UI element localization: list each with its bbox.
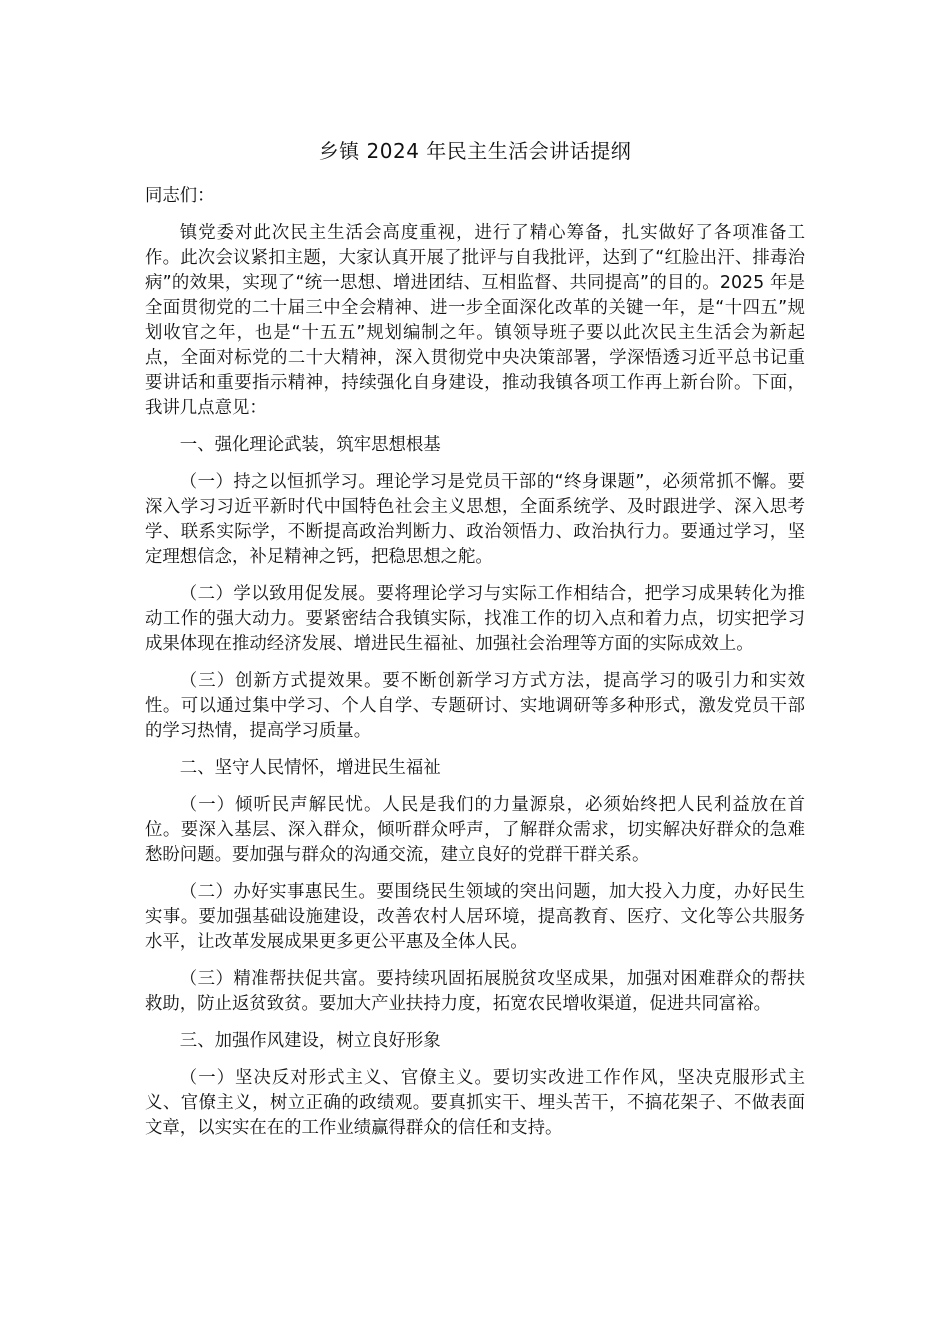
section-heading-3: 三、加强作风建设，树立良好形象 (179, 1031, 441, 1051)
document-title: 乡镇 2024 年民主生活会讲话提纲 (318, 139, 632, 163)
section-heading-2: 二、坚守人民情怀，增进民生福祉 (179, 758, 441, 778)
paragraph-2-3: （三）精准帮扶促共富。要持续巩固拓展脱贫攻坚成果，加强对困难群众的帮扶救助，防止返贫致贫。要加大产业扶持力度，拓宽农民增收渠道，促进共同富裕。 (145, 969, 805, 1014)
document-body (145, 184, 805, 1153)
paragraph-2-2: （二）办好实事惠民生。要围绕民生领域的突出问题，加大投入力度，办好民生实事。要加强基础设施建设，改善农村人居环境，提高教育、医疗、文化等公共服务水平，让改革发展成果更多更公平惠及全体人民。 (145, 882, 805, 952)
section-heading-1: 一、强化理论武装，筑牢思想根基 (179, 435, 441, 455)
paragraph-2-1: （一）倾听民声解民忧。人民是我们的力量源泉，必须始终把人民利益放在首位。要深入基层、深入群众，倾听群众呼声，了解群众需求，切实解决好群众的急难愁盼问题。要加强与群众的沟通交流，建立良好的党群干群关系。 (145, 795, 805, 865)
paragraph-intro: 镇党委对此次民主生活会高度重视，进行了精心筹备，扎实做好了各项准备工作。此次会议紧扣主题，大家认真开展了批评与自我批评，达到了“红脸出汗、排毒治病”的效果，实现了“统一思想、增进团结、互相监督、共同提高”的目的。2025 年是全面贯彻党的二十届三中全会精神、进一步全面深化改革的关键一年，是“十四五”规划收官之年，也是“十五五”规划编制之年。镇领导班子要以此次民主生活会为新起点，全面对标党的二十大精神，深入贯彻党中央决策部署，学深悟透习近平总书记重要讲话和重要指示精神，持续强化自身建设，推动我镇各项工作再上新台阶。下面，我讲几点意见： (145, 223, 805, 418)
paragraph-1-1: （一）持之以恒抓学习。理论学习是党员干部的“终身课题”，必须常抓不懈。要深入学习习近平新时代中国特色社会主义思想，全面系统学、及时跟进学、深入思考学、联系实际学，不断提高政治判断力、政治领悟力、政治执行力。要通过学习，坚定理想信念，补足精神之钙，把稳思想之舵。 (145, 472, 805, 567)
paragraph-3-1: （一）坚决反对形式主义、官僚主义。要切实改进工作作风，坚决克服形式主义、官僚主义，树立正确的政绩观。要真抓实干、埋头苦干，不搞花架子、不做表面文章，以实实在在的工作业绩赢得群众的信任和支持。 (145, 1068, 805, 1138)
paragraph-1-3: （三）创新方式提效果。要不断创新学习方式方法，提高学习的吸引力和实效性。可以通过集中学习、个人自学、专题研讨、实地调研等多种形式，激发党员干部的学习热情，提高学习质量。 (145, 671, 805, 741)
paragraph-1-2: （二）学以致用促发展。要将理论学习与实际工作相结合，把学习成果转化为推动工作的强大动力。要紧密结合我镇实际，找准工作的切入点和着力点，切实把学习成果体现在推动经济发展、增进民生福祉、加强社会治理等方面的实际成效上。 (145, 584, 805, 654)
salutation: 同志们： (145, 186, 215, 206)
